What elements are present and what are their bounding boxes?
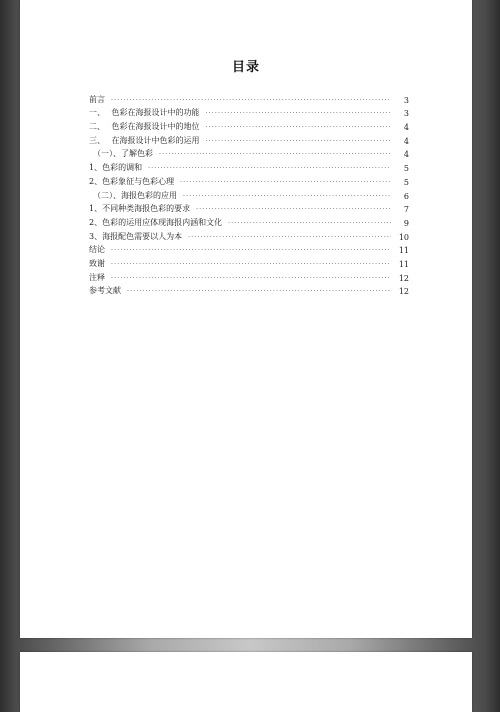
toc-dot-leader — [183, 193, 391, 201]
toc-title: 目录 — [231, 60, 260, 75]
toc-entry-page: 9 — [403, 218, 409, 228]
toc-entry[interactable] — [89, 173, 409, 187]
toc-dot-leader — [196, 206, 391, 214]
toc-entry-label: 二、 色彩在海报设计中的地位 — [89, 122, 200, 132]
toc-entry-label: 2、色彩象征与色彩心理 — [89, 176, 175, 186]
toc-entry[interactable] — [89, 201, 409, 215]
toc-entry-page: 5 — [403, 164, 409, 174]
toc-dot-leader — [180, 179, 391, 187]
toc-dot-leader — [206, 110, 391, 118]
toc-dot-leader — [188, 234, 391, 242]
toc-entry-page: 4 — [403, 150, 409, 160]
toc-entry-page: 4 — [403, 123, 409, 133]
table-of-contents — [89, 91, 409, 296]
toc-entry-page: 7 — [403, 205, 409, 215]
toc-entry-page: 3 — [403, 109, 409, 119]
toc-entry-page: 5 — [403, 177, 409, 187]
toc-dot-leader — [127, 288, 391, 296]
toc-dot-leader — [111, 97, 391, 105]
toc-dot-leader — [111, 261, 391, 269]
toc-dot-leader — [206, 138, 391, 146]
next-document-page — [20, 652, 472, 712]
toc-entry[interactable] — [89, 228, 409, 242]
toc-dot-leader — [159, 151, 391, 159]
toc-entry-label: 1、不同种类海报色彩的要求 — [89, 204, 191, 214]
toc-entry[interactable] — [89, 242, 409, 256]
toc-entry-label: 三、 在海报设计中色彩的运用 — [89, 135, 200, 145]
toc-entry-label: 结论 — [89, 245, 105, 255]
toc-entry-label: 3、海报配色需要以人为本 — [89, 231, 183, 241]
toc-entry-label: 注释 — [89, 272, 105, 282]
toc-entry[interactable] — [89, 118, 409, 132]
toc-dot-leader — [206, 124, 391, 132]
toc-entry[interactable] — [89, 214, 409, 228]
toc-entry[interactable] — [89, 91, 409, 105]
toc-entry-label: （二）、海报色彩的应用 — [93, 190, 177, 200]
toc-entry-page: 3 — [403, 95, 409, 105]
toc-dot-leader — [111, 247, 391, 255]
toc-entry-page: 12 — [398, 273, 409, 283]
toc-entry-label: 1、色彩的调和 — [89, 163, 143, 173]
toc-entry-label: 参考文献 — [89, 286, 121, 296]
document-page — [20, 0, 472, 638]
toc-entry[interactable] — [89, 187, 409, 201]
toc-entry-label: 致谢 — [89, 258, 105, 268]
toc-dot-leader — [228, 220, 391, 228]
toc-entry-page: 10 — [398, 232, 409, 242]
toc-entry[interactable] — [89, 269, 409, 283]
toc-entry-page: 11 — [398, 259, 409, 269]
toc-entry-label: 一、 色彩在海报设计中的功能 — [89, 108, 200, 118]
toc-entry-label: （一）、了解色彩 — [93, 149, 153, 159]
toc-dot-leader — [111, 275, 391, 283]
toc-entry-page: 4 — [403, 136, 409, 146]
toc-entry[interactable] — [89, 283, 409, 297]
toc-entry-label: 2、色彩的运用应体现海报内涵和文化 — [89, 217, 223, 227]
toc-dot-leader — [148, 165, 391, 173]
toc-entry-page: 11 — [398, 246, 409, 256]
toc-entry-label: 前言 — [89, 94, 105, 104]
toc-entry[interactable] — [89, 105, 409, 119]
toc-entry-page: 12 — [398, 287, 409, 297]
toc-entry[interactable] — [89, 146, 409, 160]
toc-entry[interactable] — [89, 255, 409, 269]
toc-entry-page: 6 — [403, 191, 409, 201]
toc-entry[interactable] — [89, 132, 409, 146]
toc-entry[interactable] — [89, 159, 409, 173]
